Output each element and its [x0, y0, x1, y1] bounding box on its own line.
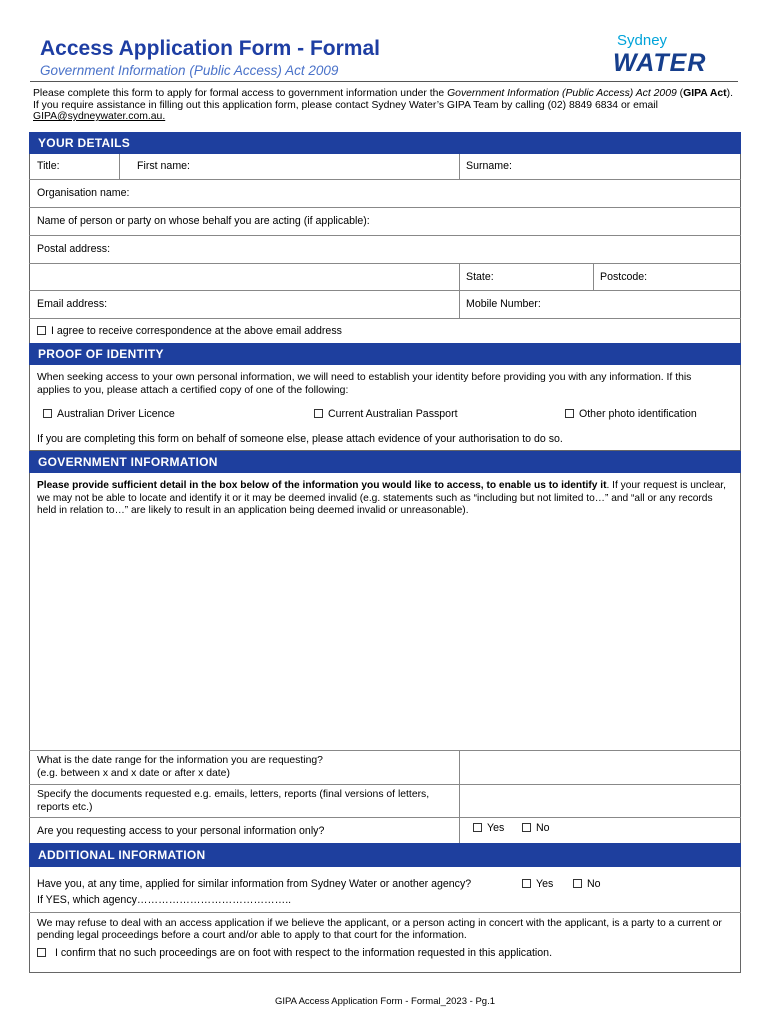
- driver-licence-checkbox[interactable]: Australian Driver Licence: [43, 408, 175, 420]
- organisation-field-label[interactable]: Organisation name:: [37, 187, 130, 199]
- header-divider: [30, 81, 738, 82]
- proof-identity-text: When seeking access to your own personal information, we will need to establish your identity before providing you with any information. If this applies to you, please attach a certified copy of one of the following:: [37, 372, 692, 396]
- checkbox-icon[interactable]: [314, 409, 323, 418]
- personal-info-question: Are you requesting access to your personal information only?: [37, 825, 325, 837]
- logo-sydney-text: Sydney: [617, 32, 668, 49]
- additional-info-heading: ADDITIONAL INFORMATION: [29, 843, 741, 867]
- your-details-box: [29, 132, 741, 344]
- applied-yes-checkbox[interactable]: Yes: [522, 878, 553, 890]
- passport-checkbox[interactable]: Current Australian Passport: [314, 408, 458, 420]
- behalf-field-label[interactable]: Name of person or party on whose behalf you are acting (if applicable):: [37, 215, 370, 227]
- mobile-field-label[interactable]: Mobile Number:: [466, 298, 541, 310]
- checkbox-icon[interactable]: [43, 409, 52, 418]
- sydney-water-logo: [613, 30, 733, 80]
- date-range-input[interactable]: [460, 751, 740, 783]
- checkbox-icon[interactable]: [37, 326, 46, 335]
- checkbox-icon[interactable]: [565, 409, 574, 418]
- applied-no-checkbox[interactable]: No: [573, 878, 601, 890]
- personal-info-yes-checkbox[interactable]: Yes: [473, 822, 504, 834]
- intro-paragraph: Please complete this form to apply for formal access to government information under the Government Information (Public Access) Act 2009 (GIPA Act). If you require assistance in filling out this application form, please contact Sydney Water’s GIPA Team by calling (02) 8849 6834 or email GIPA@sydneywater.com.au.: [33, 88, 733, 122]
- first-name-field-label[interactable]: First name:: [137, 160, 190, 172]
- gipa-email-link[interactable]: GIPA@sydneywater.com.au.: [33, 111, 166, 122]
- date-range-question: What is the date range for the information you are requesting? (e.g. between x and x date or after x date): [37, 755, 323, 779]
- form-title: Access Application Form - Formal: [40, 37, 380, 60]
- postal-address-field-label[interactable]: Postal address:: [37, 243, 111, 255]
- proof-identity-heading: PROOF OF IDENTITY: [29, 343, 741, 365]
- information-detail-textarea[interactable]: [30, 520, 740, 750]
- email-field-label[interactable]: Email address:: [37, 298, 108, 310]
- logo-water-text: WATER: [613, 49, 707, 77]
- checkbox-icon[interactable]: [573, 879, 582, 888]
- checkbox-icon[interactable]: [473, 823, 482, 832]
- checkbox-icon[interactable]: [37, 948, 46, 957]
- your-details-heading: YOUR DETAILS: [29, 132, 741, 154]
- email-consent-checkbox[interactable]: I agree to receive correspondence at the above email address: [37, 325, 342, 337]
- checkbox-icon[interactable]: [522, 879, 531, 888]
- confirm-no-proceedings-checkbox[interactable]: I confirm that no such proceedings are on foot with respect to the information requested in this application.: [37, 947, 552, 959]
- gov-info-heading: GOVERNMENT INFORMATION: [29, 451, 741, 473]
- applied-before-question: Have you, at any time, applied for similar information from Sydney Water or another agency?: [37, 878, 472, 890]
- authorisation-text: If you are completing this form on behalf of someone else, please attach evidence of your authorisation to do so.: [37, 433, 563, 445]
- which-agency-field[interactable]: If YES, which agency……………………………………..: [37, 894, 292, 906]
- form-subtitle: Government Information (Public Access) Act 2009: [40, 63, 339, 78]
- documents-input[interactable]: [460, 785, 740, 816]
- refuse-text: We may refuse to deal with an access application if we believe the applicant, or a person acting in concert with the applicant, is a party to a current or pending legal proceedings before a court and/or able to apply to that court for the information.: [37, 918, 722, 941]
- checkbox-icon[interactable]: [522, 823, 531, 832]
- other-photo-id-checkbox[interactable]: Other photo identification: [565, 408, 697, 420]
- page-footer: GIPA Access Application Form - Formal_2023 - Pg.1: [274, 996, 495, 1007]
- title-field-label[interactable]: Title:: [37, 160, 60, 172]
- gov-info-instructions: Please provide sufficient detail in the box below of the information you would like to access, to enable us to identify it. If your request is unclear, we may not be able to locate and identify it or it may be deemed invalid (e.g. statements such as “including but not limited to…” and “all or any records held in relation to…” are likely to result in an application being deemed invalid or unreasonable).: [37, 480, 726, 516]
- documents-question: Specify the documents requested e.g. emails, letters, reports (final versions of letters, reports etc.): [37, 789, 430, 813]
- postcode-field-label[interactable]: Postcode:: [600, 271, 648, 283]
- surname-field-label[interactable]: Surname:: [466, 160, 512, 172]
- state-field-label[interactable]: State:: [466, 271, 494, 283]
- personal-info-no-checkbox[interactable]: No: [522, 822, 550, 834]
